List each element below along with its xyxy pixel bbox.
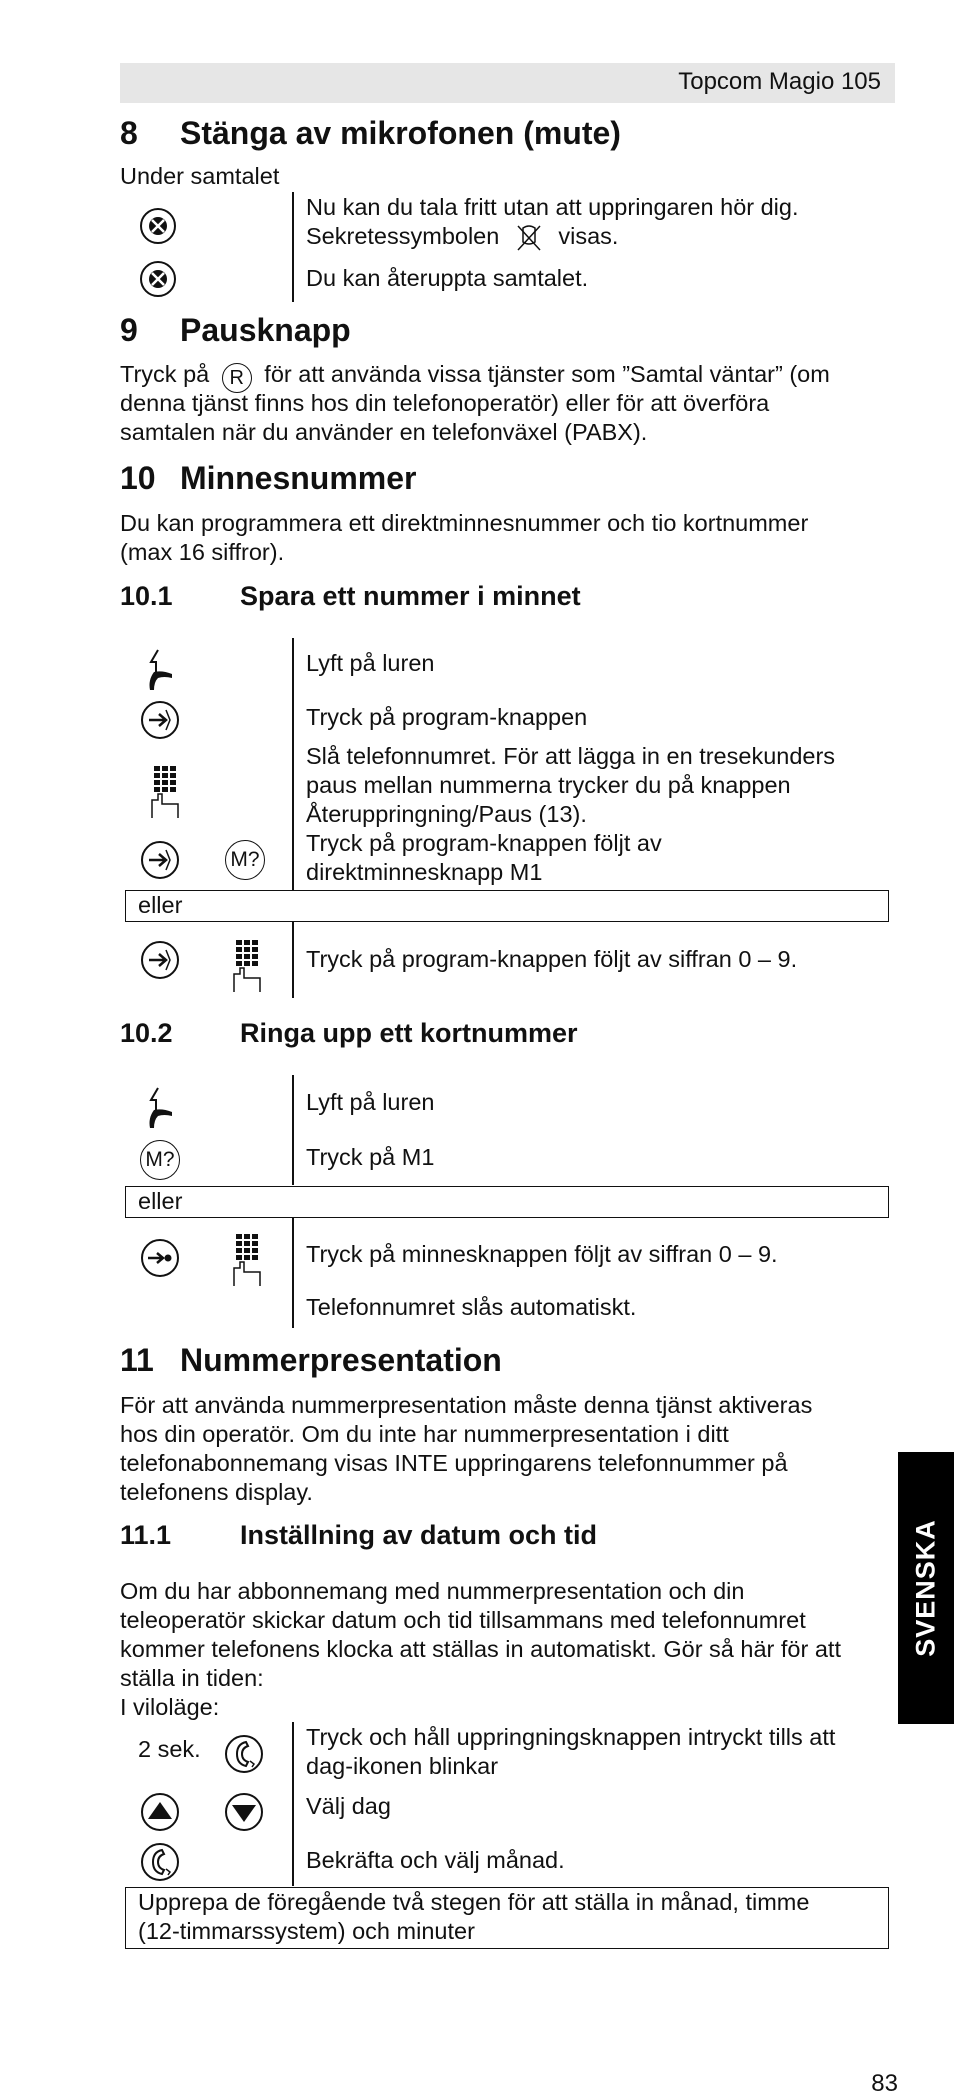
r-key-icon: R xyxy=(222,363,252,393)
keypad-hand-icon xyxy=(230,938,266,994)
s102-r1: Lyft på luren xyxy=(306,1089,435,1115)
s111-r1a: Tryck och håll uppringningsknappen intryckt tills att xyxy=(306,1724,836,1750)
section-10-heading: 10 Minnesnummer xyxy=(120,460,417,496)
s10-line1: Du kan programmera ett direktminnesnummer och tio kortnummer xyxy=(120,510,809,536)
s9-line2: denna tjänst finns hos din telefonoperatör) eller för att överföra xyxy=(120,390,770,416)
mute-button-icon xyxy=(139,207,177,245)
handset-lift-icon xyxy=(142,648,178,692)
s8-row2: Du kan återuppta samtalet. xyxy=(306,265,589,291)
s111-line5: I viloläge: xyxy=(120,1694,220,1720)
table-divider xyxy=(292,922,294,998)
s101-r3b: paus mellan nummerna trycker du på knappen xyxy=(306,772,791,798)
keypad-hand-icon xyxy=(148,764,184,820)
mute-button-icon xyxy=(139,260,177,298)
down-arrow-key-icon xyxy=(224,1792,264,1832)
s101-r5: Tryck på program-knappen följt av siffran 0 – 9. xyxy=(306,946,798,972)
page-number: 83 xyxy=(871,2070,898,2097)
section-9-heading: 9 Pausknapp xyxy=(120,312,351,348)
table-divider xyxy=(292,1218,294,1328)
memory-m-key-icon: M? xyxy=(140,1140,180,1180)
section-8-heading: 8 Stänga av mikrofonen (mute) xyxy=(120,115,621,151)
program-key-icon xyxy=(140,840,180,880)
s10-line2: (max 16 siffror). xyxy=(120,539,285,565)
table-divider xyxy=(292,638,294,890)
header-title: Topcom Magio 105 xyxy=(678,68,881,95)
s111-line2: teleoperatör skickar datum och tid tillsammans med telefonnumret xyxy=(120,1607,806,1633)
program-key-icon xyxy=(140,700,180,740)
redial-handset-icon xyxy=(140,1842,180,1882)
table-divider xyxy=(292,192,294,302)
s9-line3: samtalen när du använder en telefonväxel (PABX). xyxy=(120,419,648,445)
section-11-heading: 11 Nummerpresentation xyxy=(120,1342,502,1378)
s111-r3: Bekräfta och välj månad. xyxy=(306,1847,565,1873)
running-header xyxy=(120,63,895,103)
memory-recall-icon xyxy=(140,1238,180,1278)
table-divider xyxy=(292,1722,294,1886)
s102-r4: Telefonnumret slås automatiskt. xyxy=(306,1294,637,1320)
section-10-2-heading: 10.2 Ringa upp ett kortnummer xyxy=(120,1018,578,1048)
section-11-1-heading: 11.1 Inställning av datum och tid xyxy=(120,1520,598,1550)
s111-line1: Om du har abbonnemang med nummerpresentation och din xyxy=(120,1578,745,1604)
s11-line1: För att använda nummerpresentation måste denna tjänst aktiveras xyxy=(120,1392,813,1418)
s111-r2: Välj dag xyxy=(306,1793,391,1819)
s101-r3a: Slå telefonnumret. För att lägga in en tresekunders xyxy=(306,743,836,769)
s101-or-box: eller xyxy=(125,890,889,922)
s8-row1a: Nu kan du tala fritt utan att uppringaren hör dig. xyxy=(306,194,799,220)
s101-r4a: Tryck på program-knappen följt av xyxy=(306,830,662,856)
hold-duration: 2 sek. xyxy=(138,1736,201,1762)
s102-r2: Tryck på M1 xyxy=(306,1144,435,1170)
s11-line3: telefonabonnemang visas INTE uppringarens telefonnummer på xyxy=(120,1450,788,1476)
s101-r2: Tryck på program-knappen xyxy=(306,704,588,730)
redial-handset-icon xyxy=(224,1734,264,1774)
handset-lift-icon xyxy=(142,1086,178,1130)
memory-m-key-icon: M? xyxy=(225,840,265,880)
s101-r1: Lyft på luren xyxy=(306,650,435,676)
s11-line4: telefonens display. xyxy=(120,1479,313,1505)
table-divider xyxy=(292,1075,294,1185)
keypad-hand-icon xyxy=(230,1232,266,1288)
program-key-icon xyxy=(140,940,180,980)
section-10-1-heading: 10.1 Spara ett nummer i minnet xyxy=(120,581,581,611)
up-arrow-key-icon xyxy=(140,1792,180,1832)
s9-line1: Tryck på R för att använda vissa tjänster som ”Samtal väntar” (om xyxy=(120,360,895,393)
s111-r1b: dag-ikonen blinkar xyxy=(306,1753,499,1779)
s102-r3: Tryck på minnesknappen följt av siffran 0 – 9. xyxy=(306,1241,778,1267)
mute-symbol-icon xyxy=(514,222,544,252)
s111-line4: ställa in tiden: xyxy=(120,1665,264,1691)
s111-line3: kommer telefonens klocka att ställas in automatiskt. Gör så här för att xyxy=(120,1636,841,1662)
s11-line2: hos din operatör. Om du inte har nummerpresentation i ditt xyxy=(120,1421,729,1447)
s111-repeat-box: Upprepa de föregående två stegen för att ställa in månad, timme (12-timmarssystem) och minuter xyxy=(125,1887,889,1949)
s102-or-box: eller xyxy=(125,1186,889,1218)
language-tab: SVENSKA xyxy=(898,1452,954,1724)
s8-intro: Under samtalet xyxy=(120,163,280,189)
s101-r3c: Återuppringning/Paus (13). xyxy=(306,801,587,827)
s101-r4b: direktminnesknapp M1 xyxy=(306,859,543,885)
s8-row1b: Sekretessymbolen visas. xyxy=(306,222,896,252)
